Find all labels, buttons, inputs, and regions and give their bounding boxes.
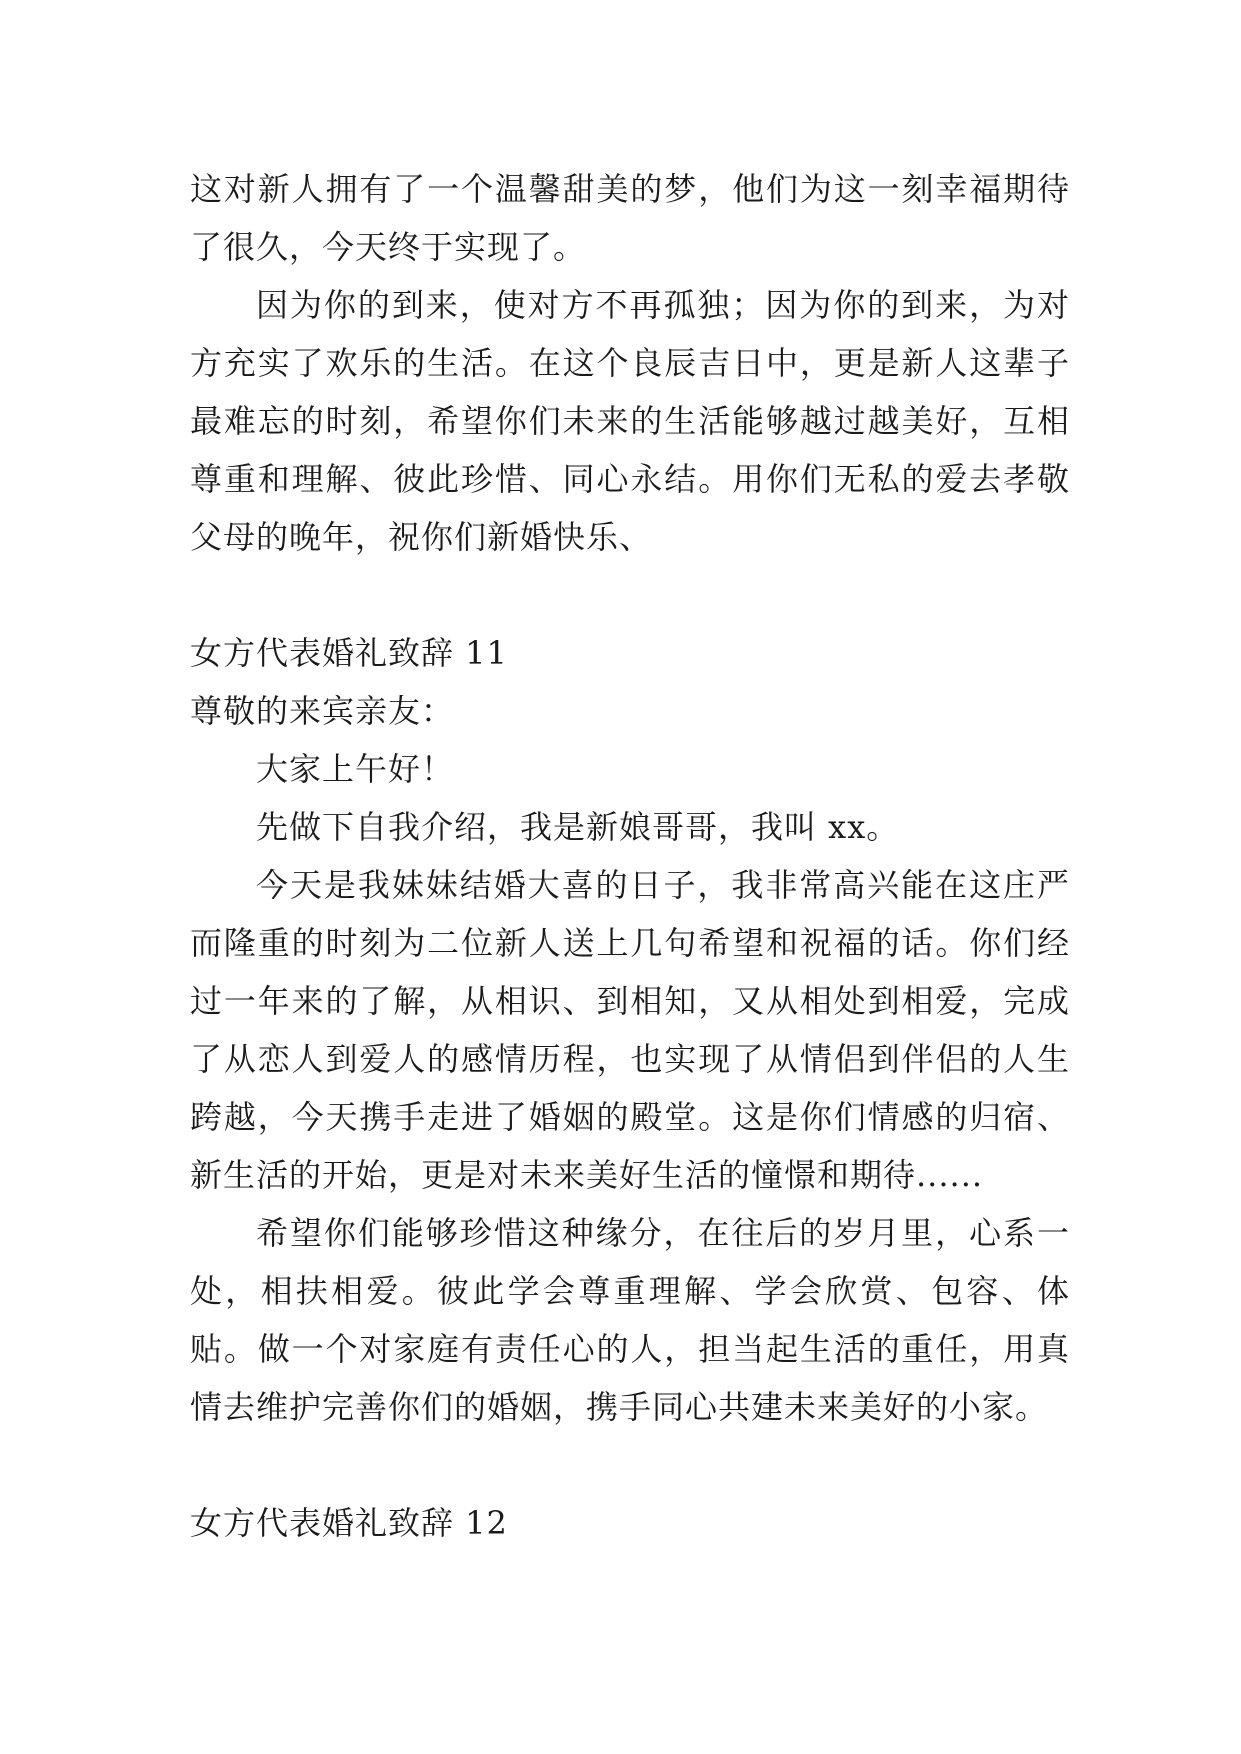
greeting-paragraph: 大家上午好！ xyxy=(256,750,455,788)
wishes-paragraph: 希望你们能够珍惜这种缘分，在往后的岁月里，心系一处，相扶相爱。彼此学会尊重理解、学会欣赏、包容、体贴。做一个对家庭有责任心的人，担当起生活的重任，用真情去维护完善你们的婚姻，携手同心共建未来美好的小家。 xyxy=(190,1214,1070,1426)
paragraph-blessing: 因为你的到来，使对方不再孤独；因为你的到来，为对方充实了欢乐的生活。在这个良辰吉日中，更是新人这辈子最难忘的时刻，希望你们未来的生活能够越过越美好，互相尊重和理解、彼此珍惜、同心永结。用你们无私的爱去孝敬父母的晚年，祝你们新婚快乐、 xyxy=(190,286,1070,556)
section-spacer xyxy=(190,1436,1070,1494)
section-title-12: 女方代表婚礼致辞 12 xyxy=(190,1504,508,1542)
document-body xyxy=(190,160,1070,1552)
paragraph-intro-continued: 这对新人拥有了一个温馨甜美的梦，他们为这一刻幸福期待了很久，今天终于实现了。 xyxy=(190,170,1070,266)
wedding-day-paragraph: 今天是我妹妹结婚大喜的日子，我非常高兴能在这庄严而隆重的时刻为二位新人送上几句希望和祝福的话。你们经过一年来的了解，从相识、到相知，又从相处到相爱，完成了从恋人到爱人的感情历程，也实现了从情侣到伴侣的人生跨越，今天携手走进了婚姻的殿堂。这是你们情感的归宿、新生活的开始，更是对未来美好生活的憧憬和期待...... xyxy=(190,866,1070,1194)
section-spacer xyxy=(190,566,1070,624)
self-introduction-paragraph: 先做下自我介绍，我是新娘哥哥，我叫 xx。 xyxy=(256,808,900,846)
section-title-11: 女方代表婚礼致辞 11 xyxy=(190,634,508,672)
salutation: 尊敬的来宾亲友： xyxy=(190,692,455,730)
